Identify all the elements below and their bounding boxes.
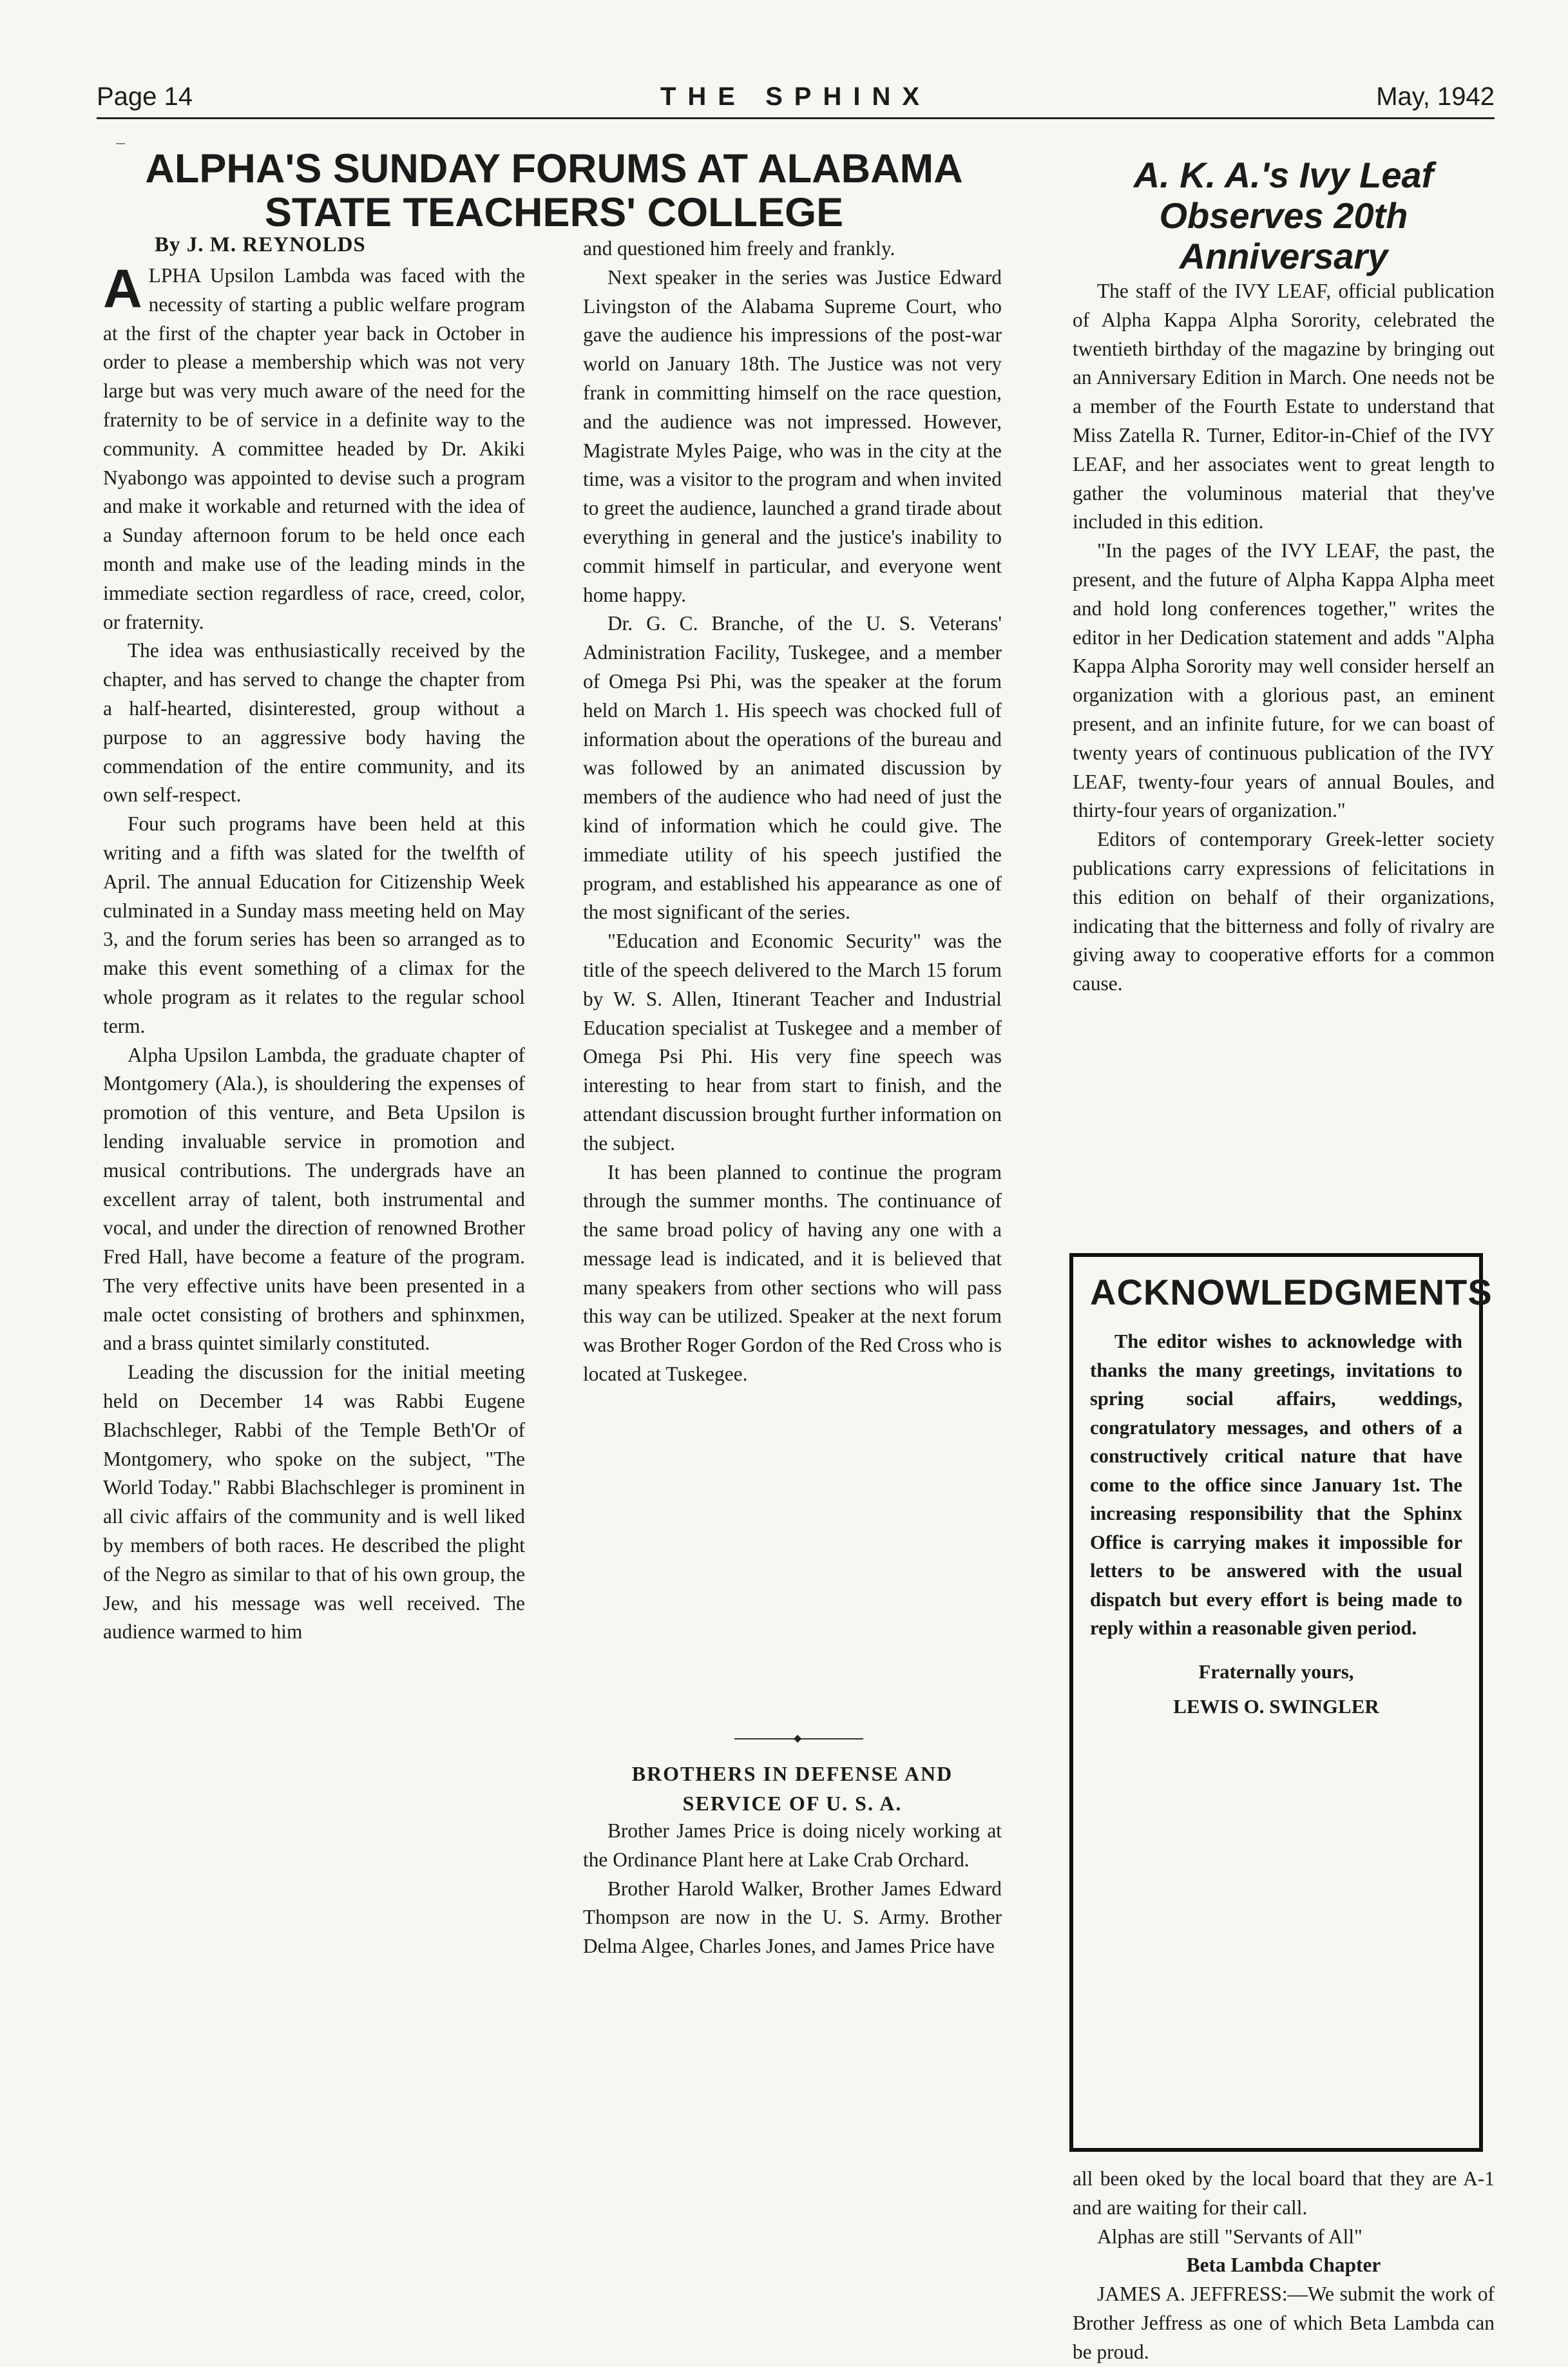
article-paragraph: "Education and Economic Security" was the title of the speech delivered to the March 15 forum by W. S. Allen, Itinerant Teacher and Industrial Education specialist at Tuskegee and a member of Omega Psi Phi. His very fine speech was interesting to hear from start to finish, and the attendant discussion brought further information on the subject.: [583, 930, 1002, 1155]
acknowledgments-closing: Fraternally yours,: [1198, 1660, 1354, 1683]
forum-byline: By J. M. REYNOLDS: [155, 233, 366, 256]
forum-headline: ALPHA'S SUNDAY FORUMS AT ALABAMA STATE TEACHERS' COLLEGE: [145, 146, 963, 235]
divider-diamond-icon: ◆: [794, 1733, 802, 1744]
continued-column: [1073, 2165, 1495, 2367]
margin-mark: [116, 143, 125, 144]
article-paragraph: "In the pages of the IVY LEAF, the past, the present, and the future of Alpha Kappa Alpha meet and hold long conferences together," writes the editor in her Dedication statement and adds "Alpha Kappa Alpha Sorority may well consider herself an organization with a glorious past, an eminent present, and an infinite future, for we can boast of twenty years of continuous publication of the IVY LEAF, twenty-four years of annual Boules, and thirty-four years of organization.": [1073, 539, 1495, 822]
article-paragraph: Alphas are still "Servants of All": [1097, 2225, 1362, 2248]
header-rule: [97, 117, 1495, 119]
article-paragraph: ALPHA Upsilon Lambda was faced with the necessity of starting a public welfare program at the first of the chapter year back in October in order to please a membership which was not very large but was very much aware of the need for the fraternity to be of service in a definite way to the community. A committee headed by Dr. Akiki Nyabongo was appointed to devise such a program and make it workable and returned with the idea of a Sunday afternoon forum to be held once each month and make use of the leading minds in the immediate section regardless of race, creed, color, or fraternity.: [103, 258, 525, 633]
aka-column: [1073, 277, 1495, 999]
article-paragraph: It has been planned to continue the program through the summer months. The continuance of the same broad policy of having any one with a message lead is indicated, and it is believed that many speakers from other sections who will pass this way can be utilized. Speaker at the next forum was Brother Roger Gordon of the Red Cross who is located at Tuskegee.: [583, 1160, 1002, 1386]
issue-date: May, 1942: [1376, 82, 1495, 111]
article-paragraph: Alpha Upsilon Lambda, the graduate chapter of Montgomery (Ala.), is shouldering the expenses of promotion of this venture, and Beta Upsilon is lending invaluable service in promotion and musical contributions. The undergrads have an excellent array of talent, both instrumental and vocal, and under the direction of renowned Brother Fred Hall, have become a feature of the program. The very effective units have been presented in a male octet consisting of brothers and sphinxmen, and a brass quintet similarly constituted.: [103, 1043, 525, 1355]
acknowledgments-signature: LEWIS O. SWINGLER: [1173, 1694, 1379, 1718]
article-paragraph: and questioned him freely and frankly.: [583, 237, 895, 260]
acknowledgments-title: ACKNOWLEDGMENTS: [1090, 1272, 1493, 1312]
forum-column-2: [583, 235, 1002, 1389]
article-paragraph: Brother James Price is doing nicely working at the Ordinance Plant here at Lake Crab Orchard.: [583, 1819, 1002, 1871]
drop-cap: A: [103, 258, 142, 319]
acknowledgments-body: The editor wishes to acknowledge with thanks the many greetings, invitations to spring social affairs, weddings, congratulatory messages, and others of a constructively critical nature that have come to the office since January 1st. The increasing responsibility that the Sphinx Office is carrying makes it impossible for letters to be answered with the usual dispatch but every effort is being made to reply within a reasonable given period.: [1090, 1330, 1462, 1639]
aka-headline: A. K. A.'s Ivy Leaf Observes 20th Anniversary: [1133, 155, 1434, 276]
article-paragraph: all been oked by the local board that they are A-1 and are waiting for their call.: [1073, 2167, 1495, 2219]
article-paragraph: The staff of the IVY LEAF, official publication of Alpha Kappa Alpha Sorority, celebrated the twentieth birthday of the magazine by bringing out an Anniversary Edition in March. One needs not be a member of the Fourth Estate to understand that Miss Zatella R. Turner, Editor-in-Chief of the IVY LEAF, and her associates went to great length to gather the voluminous material that they've included in this edition.: [1073, 280, 1495, 533]
forum-column-1: [103, 258, 525, 1647]
defense-heading: BROTHERS IN DEFENSE AND SERVICE OF U. S. A.: [631, 1762, 953, 1815]
article-paragraph: Four such programs have been held at this writing and a fifth was slated for the twelfth of April. The annual Education for Citizenship Week culminated in a Sunday mass meeting held on May 3, and the forum series has been so arranged as to make this event something of a climax for the whole program as it relates to the regular school term.: [103, 812, 525, 1037]
chapter-heading: Beta Lambda Chapter: [1186, 2254, 1381, 2277]
article-paragraph: Editors of contemporary Greek-letter society publications carry expressions of felicitations in this edition on behalf of their organizations, indicating that the bitterness and folly of rivalry are giving away to cooperative efforts for a common cause.: [1073, 828, 1495, 995]
page-header: [97, 82, 1495, 121]
article-paragraph: Next speaker in the series was Justice Edward Livingston of the Alabama Supreme Court, who gave the audience his impressions of the post-war world on January 18th. The Justice was not very frank in committing himself on the race question, and the audience was not impressed. However, Magistrate Myles Paige, who was in the city at the time, was a visitor to the program and when invited to greet the audience, launched a grand tirade about everything in general and the justice's inability to commit himself in particular, and everyone went home happy.: [583, 265, 1002, 606]
article-paragraph: The idea was enthusiastically received by the chapter, and has served to change the chapter from a half-hearted, disinterested, group without a purpose to an aggressive body having the commendation of the entire community, and its own self-respect.: [103, 639, 525, 807]
article-paragraph: Leading the discussion for the initial meeting held on December 14 was Rabbi Eugene Blachschleger, Rabbi of the Temple Beth'Or of Montgomery, who spoke on the subject, "The World Today." Rabbi Blachschleger is prominent in all civic affairs of the community and is well liked by members of both races. He described the plight of the Negro as similar to that of his own group, the Jew, and his message was well received. The audience warmed to him: [103, 1361, 525, 1643]
article-paragraph: Brother Harold Walker, Brother James Edward Thompson are now in the U. S. Army. Brother Delma Algee, Charles Jones, and James Price have: [583, 1877, 1002, 1958]
magazine-title: THE SPHINX: [660, 82, 932, 111]
page-number: Page 14: [97, 82, 193, 111]
acknowledgments-box: [1069, 1253, 1493, 2152]
article-paragraph: JAMES A. JEFFRESS:—We submit the work of Brother Jeffress as one of which Beta Lambda can be proud.: [1073, 2283, 1495, 2363]
defense-column: [583, 1817, 1002, 1961]
article-paragraph: Dr. G. C. Branche, of the U. S. Veterans' Administration Facility, Tuskegee, and a member of Omega Psi Phi, was the speaker at the forum held on March 1. His speech was chocked full of information about the operations of the bureau and was followed by an animated discussion by members of the audience who had need of just the kind of information which he could give. The immediate utility of his speech justified the program, and established his appearance as one of the most significant of the series.: [583, 612, 1002, 924]
